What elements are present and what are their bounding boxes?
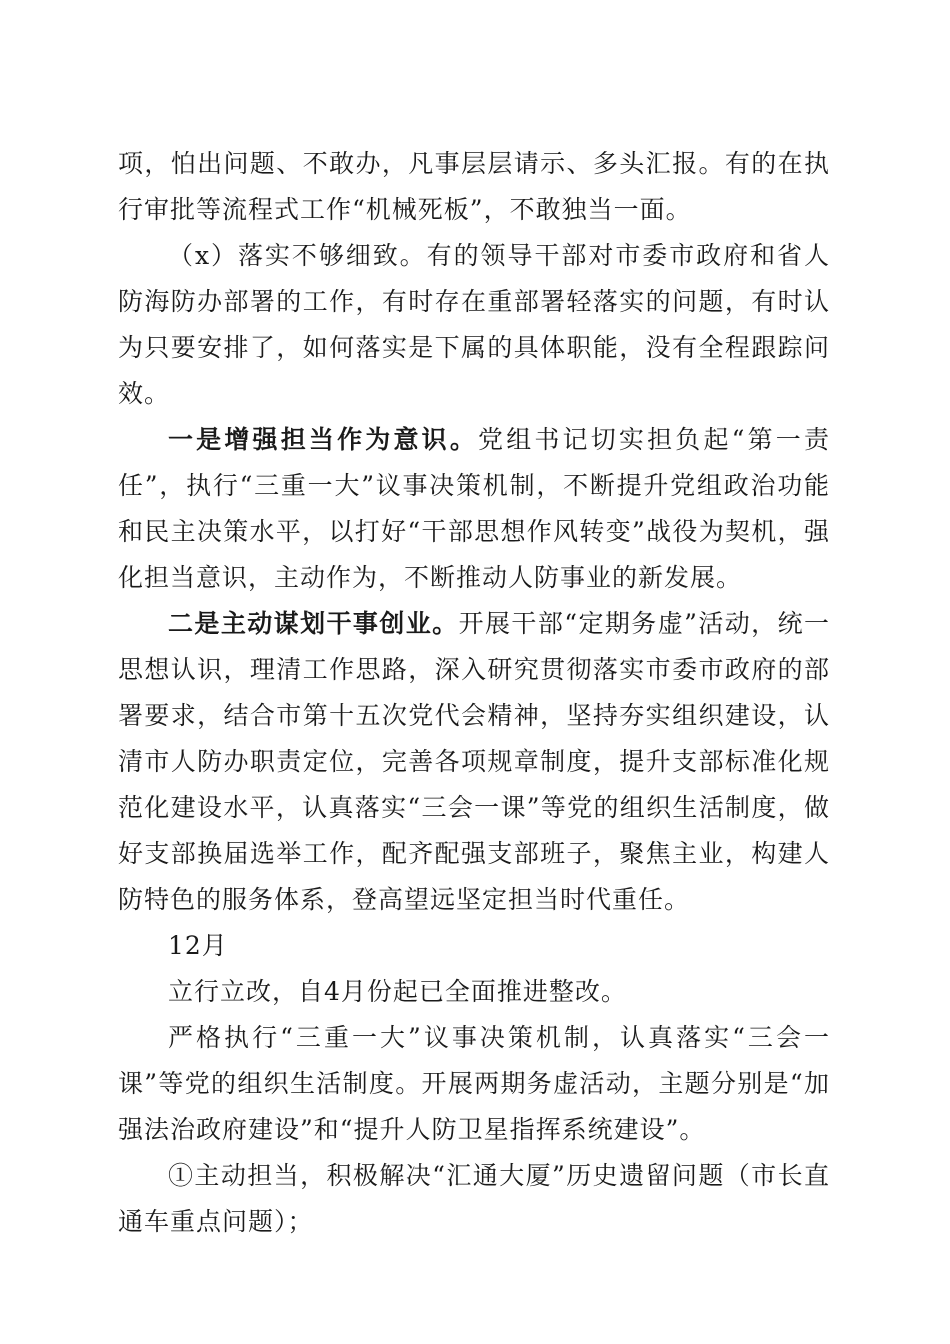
paragraph-text: （x）落实不够细致。有的领导干部对市委市政府和省人防海防办部署的工作，有时存在重部署轻落实的问题，有时认为只要安排了，如何落实是下属的具体职能，没有全程跟踪问效。: [118, 241, 830, 408]
paragraph-results: [118, 1015, 830, 1153]
paragraph-text: ①主动担当，积极解决“汇通大厦”历史遗留问题（市长直通车重点问题）；: [118, 1161, 830, 1236]
paragraph-implementation-issue: [118, 233, 830, 417]
paragraph-measure-two: [118, 601, 830, 923]
document-body: [118, 141, 830, 1245]
paragraph-text: 严格执行“三重一大”议事决策机制，认真落实“三会一课”等党的组织生活制度。开展两期务虚活动，主题分别是“加强法治政府建设”和“提升人防卫星指挥系统建设”。: [118, 1023, 830, 1144]
paragraph-text: 12月: [168, 931, 228, 960]
paragraph-text: 开展干部“定期务虚”活动，统一思想认识，理清工作思路，深入研究贯彻落实市委市政府的部署要求，结合市第十五次党代会精神，坚持夯实组织建设，认清市人防办职责定位，完善各项规章制度，提升支部标准化规范化建设水平，认真落实“三会一课”等党的组织生活制度，做好支部换届选举工作，配齐配强支部班子，聚焦主业，构建人防特色的服务体系，登高望远坚定担当时代重任。: [118, 609, 830, 914]
paragraph-deadline: [118, 923, 830, 969]
paragraph-text: 立行立改，自4月份起已全面推进整改。: [168, 977, 627, 1006]
paragraph-progress: [118, 969, 830, 1015]
paragraph-item-one: [118, 1153, 830, 1245]
paragraph-continuation: [118, 141, 830, 233]
paragraph-text: 项，怕出问题、不敢办，凡事层层请示、多头汇报。有的在执行审批等流程式工作“机械死板”，不敢独当一面。: [118, 149, 830, 224]
paragraph-measure-one: [118, 417, 830, 601]
paragraph-text: 党组书记切实担负起“第一责任”，执行“三重一大”议事决策机制，不断提升党组政治功能和民主决策水平，以打好“干部思想作风转变”战役为契机，强化担当意识，主动作为，不断推动人防事业的新发展。: [118, 425, 830, 592]
paragraph-heading: 一是增强担当作为意识。: [168, 425, 479, 454]
paragraph-heading: 二是主动谋划干事创业。: [168, 609, 459, 638]
